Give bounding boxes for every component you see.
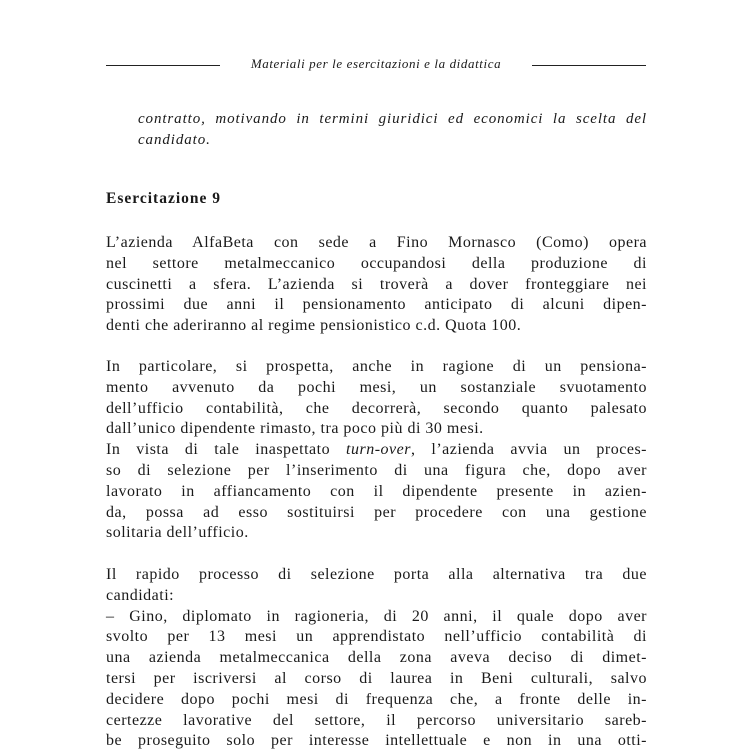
paragraph-line: be proseguito solo per interesse intellettuale e non in una otti-: [106, 732, 647, 750]
paragraph-line: dall’unico dipendente rimasto, tra poco più di 30 mesi.: [106, 420, 484, 438]
paragraph-line: svolto per 13 mesi un apprendistato nell’ufficio contabilità di: [106, 628, 647, 646]
header-rule-right: [532, 65, 646, 66]
paragraph-line: mento avvenuto da pochi mesi, un sostanziale svuotamento: [106, 378, 647, 396]
running-header-title: Materiali per le esercitazioni e la didattica: [250, 56, 502, 71]
paragraph-line: dell’ufficio contabilità, che decorrerà, secondo quanto palesato: [106, 399, 647, 417]
paragraph-line: Il rapido processo di selezione porta alla alternativa tra due: [106, 566, 647, 583]
paragraph-line: prossimi due anni il pensionamento anticipato di alcuni dipen-: [106, 296, 647, 314]
line-text: , l’azienda avvia un proces-: [410, 441, 647, 459]
paragraph-3: [106, 565, 647, 752]
lead-quote: [138, 109, 647, 150]
paragraph-line: nel settore metalmeccanico occupandosi della produzione di: [106, 254, 647, 272]
paragraph-line: – Gino, diplomato in ragioneria, di 20 anni, il quale dopo aver: [106, 607, 647, 625]
line-text: In vista di tale inaspettato: [106, 441, 347, 459]
paragraph-2: [106, 357, 647, 544]
paragraph-line: denti che aderiranno al regime pensionistico c.d. Quota 100.: [106, 317, 522, 335]
paragraph-line: tersi per iscriversi al corso di laurea in Beni culturali, salvo: [106, 669, 647, 687]
lead-line: candidato.: [138, 131, 211, 148]
paragraph-1: [106, 233, 647, 337]
paragraph-line: so di selezione per l’inserimento di una figura che, dopo aver: [106, 461, 647, 479]
lead-line: contratto, motivando in termini giuridici ed economici la scelta del: [138, 111, 647, 127]
paragraph-line: solitaria dell’ufficio.: [106, 524, 249, 542]
paragraph-line: lavorato in affiancamento con il dipendente presente in azien-: [106, 482, 647, 500]
paragraph-line: certezze lavorative del settore, il percorso universitario sareb-: [106, 711, 647, 729]
paragraph-line: [106, 440, 647, 461]
paragraph-line: candidati:: [106, 586, 175, 604]
paragraph-line: L’azienda AlfaBeta con sede a Fino Mornasco (Como) opera: [106, 234, 647, 251]
paragraph-line: decidere dopo pochi mesi di frequenza che, a fronte delle in-: [106, 690, 647, 708]
turnover-term: turn-over: [346, 441, 411, 459]
paragraph-line: una azienda metalmeccanica della zona aveva deciso di dimet-: [106, 649, 647, 667]
paragraph-line: da, possa ad esso sostituirsi per procedere con una gestione: [106, 503, 647, 521]
section-heading: Esercitazione 9: [106, 190, 222, 207]
paragraph-line: In particolare, si prospetta, anche in ragione di un pensiona-: [106, 358, 647, 375]
paragraph-line: cuscinetti a sfera. L’azienda si troverà a dover fronteggiare nei: [106, 275, 647, 293]
running-header: [106, 55, 646, 75]
